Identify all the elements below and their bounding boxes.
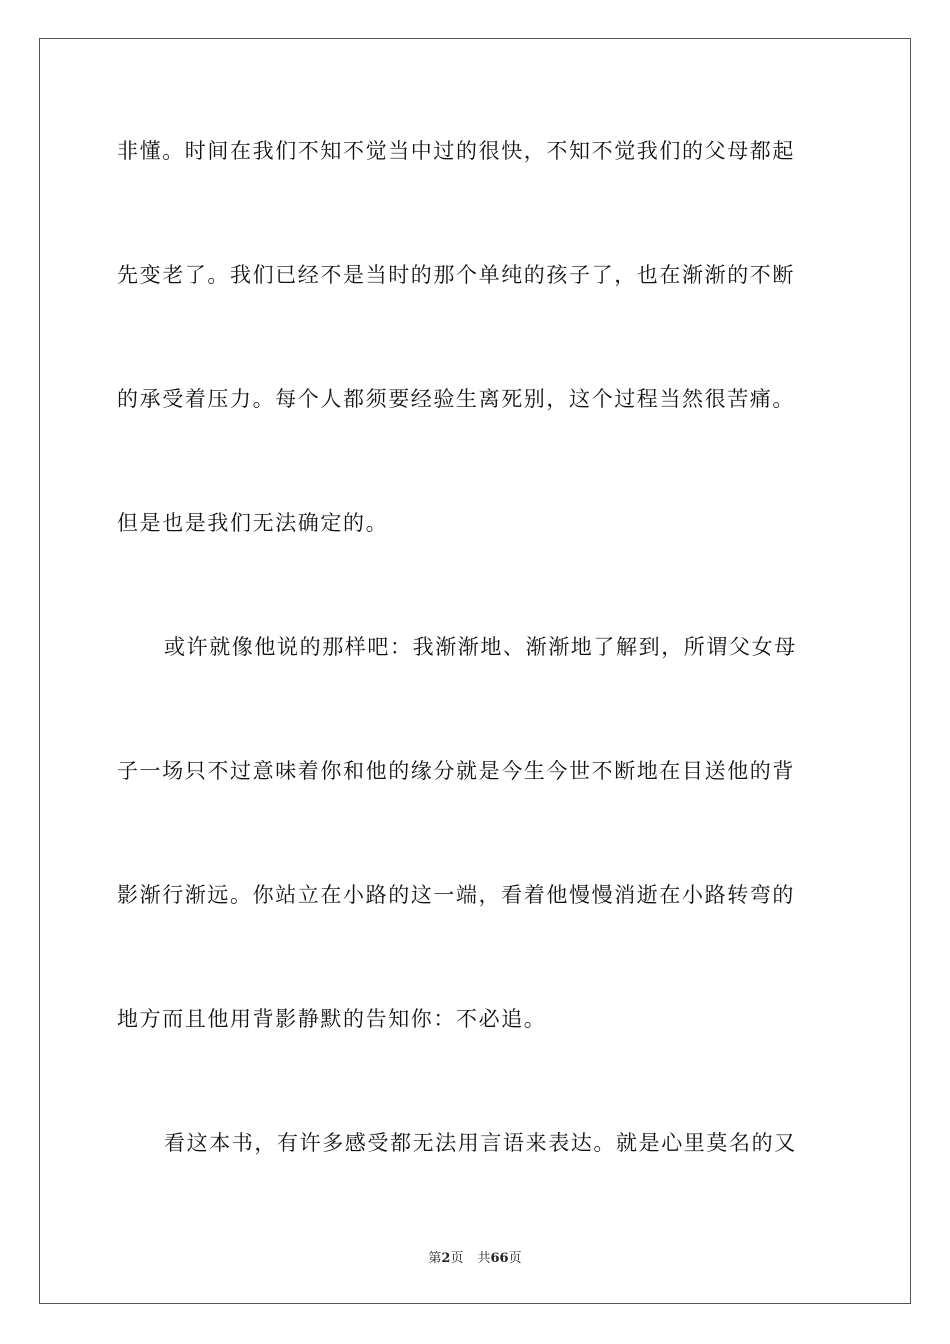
text-line: 但是也是我们无法确定的。: [117, 511, 389, 535]
paragraph-first-line: 或许就像他说的那样吧：我渐渐地、渐渐地了解到，所谓父女母: [164, 635, 797, 659]
total-pages: 66: [490, 1251, 509, 1266]
text-line: 先变老了。我们已经不是当时的那个单纯的孩子了，也在渐渐的不断: [117, 263, 795, 287]
page-prefix: 第: [428, 1251, 442, 1266]
paragraph-first-line: 看这本书，有许多感受都无法用言语来表达。就是心里莫名的又: [164, 1131, 797, 1155]
text-line: 非懂。时间在我们不知不觉当中过的很快，不知不觉我们的父母都起: [117, 139, 795, 163]
total-prefix: 共: [477, 1251, 491, 1266]
text-line: 子一场只不过意味着你和他的缘分就是今生今世不断地在目送他的背: [117, 759, 795, 783]
text-line: 影渐行渐远。你站立在小路的这一端，看着他慢慢消逝在小路转弯的: [117, 883, 795, 907]
text-line: 地方而且他用背影静默的告知你：不必追。: [117, 1007, 547, 1031]
text-line: 的承受着压力。每个人都须要经验生离死别，这个过程当然很苦痛。: [117, 387, 795, 411]
page-number: 2: [441, 1251, 451, 1266]
page-border: [39, 38, 911, 1304]
page-suffix: 页: [450, 1251, 464, 1266]
total-suffix: 页: [508, 1251, 522, 1266]
page-footer: [0, 1247, 950, 1266]
